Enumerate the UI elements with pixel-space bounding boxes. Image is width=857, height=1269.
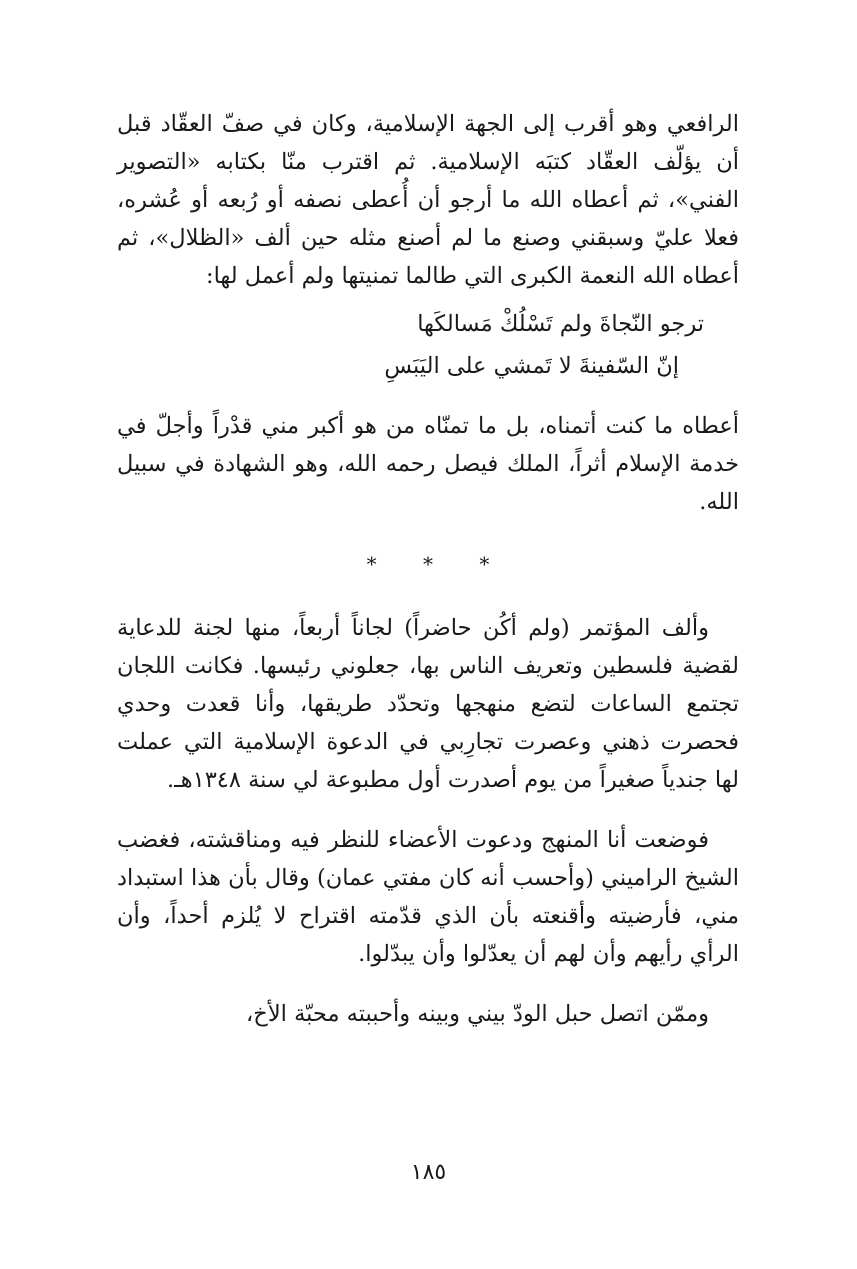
paragraph-4: فوضعت أنا المنهج ودعوت الأعضاء للنظر فيه ومناقشته، فغضب الشيخ الراميني (وأحسب أنه كان مفتي عمان) وقال بأن هذا استبداد مني، فأرضيته وأقنعته بأن الذي قدّمته اقتراح لا يُلزم أحداً، وأن الرأي رأيهم وأن لهم أن يعدّلوا وأن يبدّلوا.: [117, 827, 739, 967]
paragraph-2: أعطاه ما كنت أتمناه، بل ما تمنّاه من هو أكبر مني قدْراً وأجلّ في خدمة الإسلام أثراً، الملك فيصل رحمه الله، وهو الشهادة في سبيل الله.: [117, 413, 739, 515]
spacer: [117, 973, 739, 995]
verse-line-1: ترجو النّجاةَ ولم تَسْلُكْ مَسالكَها: [417, 311, 704, 337]
paragraph-5: وممّن اتصل حبل الودّ بيني وبينه وأحببته محبّة الأخ،: [246, 1001, 709, 1027]
spacer: [117, 799, 739, 821]
spacer: [117, 385, 739, 407]
paragraph-3: وألف المؤتمر (ولم أكُن حاضراً) لجاناً أربعاً، منها لجنة للدعاية لقضية فلسطين وتعريف الناس بها، جعلوني رئيسها. فكانت اللجان تجتمع الساعات لتضع منهجها وتحدّد طريقها، وأنا قعدت وحدي فحصرت ذهني وعصرت تجارِبي في الدعوة الإسلامية التي عملت لها جندياً صغيراً من يوم أصدرت أول مطبوعة لي سنة ١٣٤٨هـ.: [117, 615, 739, 793]
paragraph-1: الرافعي وهو أقرب إلى الجهة الإسلامية، وكان في صفّ العقّاد قبل أن يؤلّف العقّاد كتبَه الإسلامية. ثم اقترب منّا بكتابه «التصوير الفني»، ثم أعطاه الله ما أرجو أن أُعطى نصفه أو رُبعه أو عُشره، فعلا عليّ وسبقني وصنع ما لم أصنع مثله حين ألف «الظلال»، ثم أعطاه الله النعمة الكبرى التي طالما تمنيتها ولم أعمل لها:: [117, 111, 739, 289]
page-body: [117, 105, 739, 1033]
verse-line-2: إنّ السّفينةَ لا تَمشي على اليَبَسِ: [384, 353, 679, 379]
section-separator: * * *: [366, 552, 510, 576]
page-number: ١٨٥: [410, 1160, 447, 1185]
